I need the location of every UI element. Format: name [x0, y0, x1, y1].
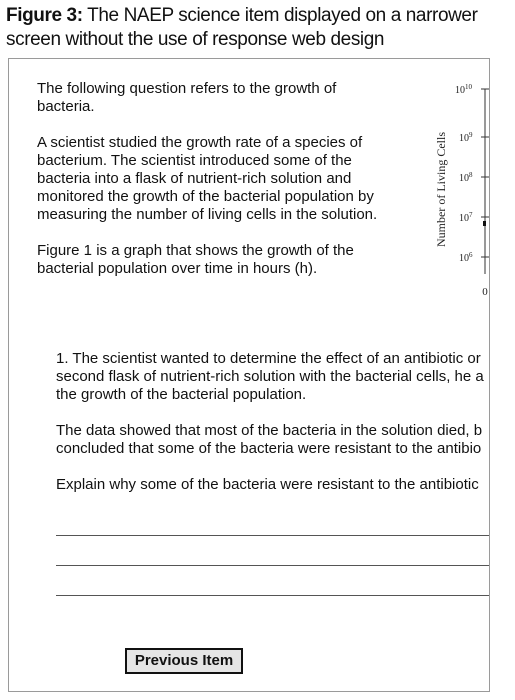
graph-y-axis-label: Number of Living Cells: [434, 132, 448, 247]
figure-caption: [6, 4, 511, 52]
graph-x-tick-0: 0: [482, 286, 488, 298]
previous-item-button[interactable]: Previous Item: [125, 648, 243, 674]
caption-text-1: The NAEP science item displayed on a narrower: [82, 5, 478, 26]
graph-tick-label: [459, 131, 473, 144]
answer-line-3[interactable]: [56, 595, 490, 596]
graph-tick-label: [459, 211, 473, 224]
question-line-2: second flask of nutrient-rich solution with the bacterial cells, he a: [56, 368, 484, 385]
graph-tick-exponent: 9: [469, 131, 473, 139]
graph-tick-exponent: 8: [469, 171, 473, 179]
question-prompt: Explain why some of the bacteria were resistant to the antibiotic: [56, 476, 479, 493]
stimulus-passage: [37, 80, 392, 296]
question-block: [56, 350, 490, 494]
question-gap-2: [56, 458, 490, 476]
graph-tick-exponent: 10: [465, 83, 472, 91]
question-line-4: The data showed that most of the bacteria in the solution died, b: [56, 422, 483, 439]
question-line-3: the growth of the bacterial population.: [56, 386, 307, 403]
graph-tick-base: 10: [459, 173, 469, 184]
figure-label: Figure 3:: [6, 5, 83, 26]
answer-line-2[interactable]: [56, 565, 490, 566]
graph-tick-base: 10: [459, 213, 469, 224]
graph-tick-label: [459, 171, 473, 184]
item-viewport: [8, 58, 490, 692]
caption-text-2: screen without the use of response web design: [6, 29, 385, 50]
graph-data-marker: [483, 221, 486, 226]
graph-tick-label: [459, 251, 473, 264]
graph-tick-base: 10: [459, 253, 469, 264]
stimulus-paragraph-2: A scientist studied the growth rate of a species of bacterium. The scientist introduced some of the bacteria into a flask of nutrient-rich solution and monitored the growth of the bacterial population by measuring the number of living cells in the solution.: [37, 134, 378, 223]
stimulus-paragraph-1: The following question refers to the growth of bacteria.: [37, 80, 337, 115]
graph-tick-base: 10: [455, 85, 465, 96]
bacteria-growth-graph: [429, 79, 490, 309]
graph-tick-base: 10: [459, 133, 469, 144]
graph-tick-label: [455, 83, 473, 96]
graph-tick-exponent: 6: [469, 251, 473, 259]
question-line-5: concluded that some of the bacteria were resistant to the antibio: [56, 440, 482, 457]
graph-ticks: [455, 83, 489, 264]
question-line-1: 1. The scientist wanted to determine the effect of an antibiotic or: [56, 350, 481, 367]
question-gap-1: [56, 404, 490, 422]
stimulus-paragraph-3: Figure 1 is a graph that shows the growth of the bacterial population over time in hours (h).: [37, 242, 354, 277]
caption-line-1: [6, 4, 511, 28]
answer-line-1[interactable]: [56, 535, 490, 536]
graph-tick-exponent: 7: [469, 211, 473, 219]
graph-svg: [429, 79, 490, 309]
